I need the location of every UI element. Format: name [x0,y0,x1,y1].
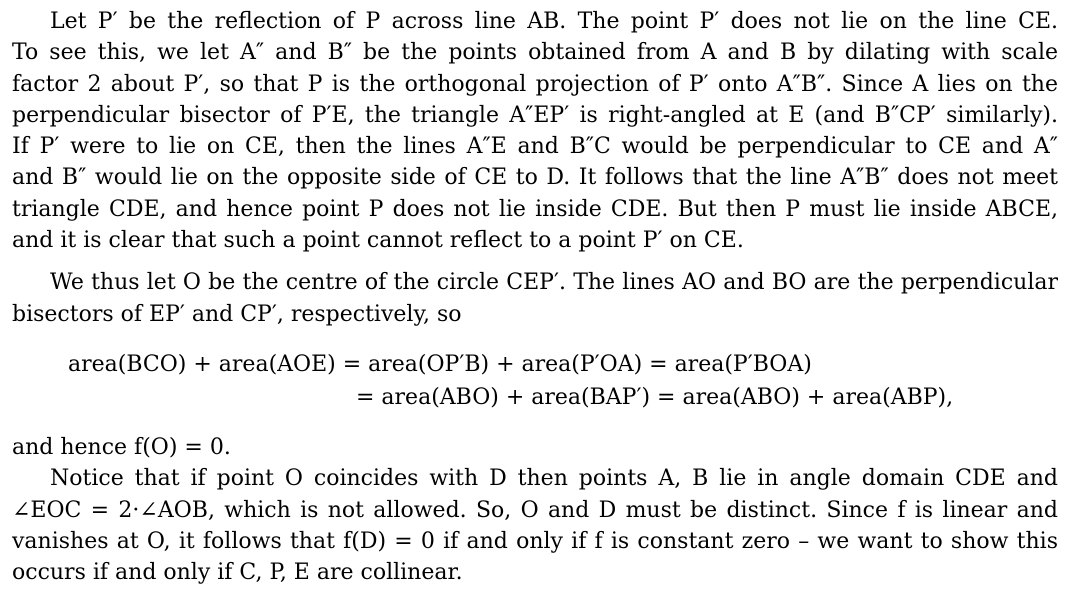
text-line: vanishes at O, it follows that f(D) = 0 if and only if f is constant zero – we want to show this [12,528,1058,554]
text-line: and B″ would lie on the opposite side of CE to D. It follows that the line A″B″ does not meet [12,165,1058,191]
text-line: triangle CDE, and hence point P does not lie inside CDE. But then P must lie inside ABCE, [12,196,1058,222]
text-line: perpendicular bisector of P′E, the triangle A″EP′ is right-angled at E (and B″CP′ similarly). [12,102,1058,128]
paragraph-gap [12,256,1058,267]
equation-line-2: = area(ABO) + area(BAP′) = area(ABO) + area(ABP), [356,384,954,410]
display-equation [12,330,1058,428]
text-line: and it is clear that such a point cannot reflect to a point P′ on CE. [12,228,744,254]
text-line: and hence f(O) = 0. [12,434,231,460]
equation-line-1: area(BCO) + area(AOE) = area(OP′B) + area(P′OA) = area(P′BOA) [68,351,812,377]
paragraph-distinct [12,463,1058,588]
text-line: We thus let O be the centre of the circle CEP′. The lines AO and BO are the perpendicular [50,270,1058,296]
paragraph-conclusion [12,432,1058,463]
text-line: To see this, we let A″ and B″ be the points obtained from A and B by dilating with scale [12,40,1058,66]
paragraph-centre [12,267,1058,330]
document-page [12,6,1058,588]
text-line: Notice that if point O coincides with D then points A, B lie in angle domain CDE and [50,466,1058,492]
text-line: ∠EOC = 2·∠AOB, which is not allowed. So, O and D must be distinct. Since f is linear and [12,497,1058,523]
text-line: occurs if and only if C, P, E are collinear. [12,560,463,586]
text-line: Let P′ be the reflection of P across line AB. The point P′ does not lie on the line CE. [50,9,1058,34]
text-line: If P′ were to lie on CE, then the lines A″E and B″C would be perpendicular to CE and A″ [12,134,1058,160]
text-line: bisectors of EP′ and CP′, respectively, so [12,301,462,327]
paragraph-reflection [12,6,1058,256]
text-line: factor 2 about P′, so that P is the orthogonal projection of P′ onto A″B″. Since A lies on the [12,71,1058,97]
